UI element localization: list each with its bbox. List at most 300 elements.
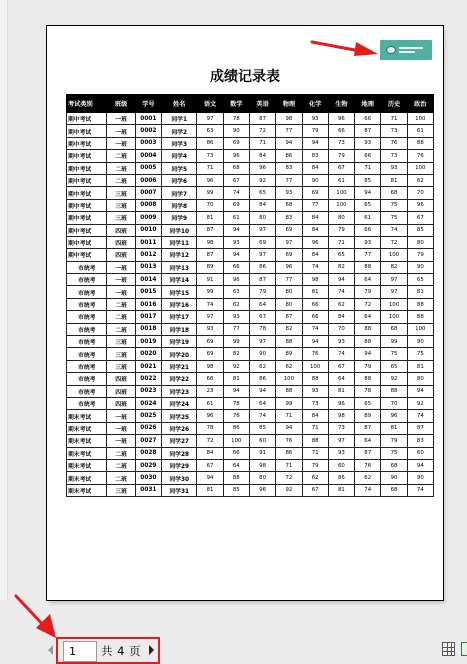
- table-cell: 74: [328, 348, 354, 360]
- table-cell: 期中考试: [67, 236, 107, 248]
- table-cell: 69: [302, 187, 328, 199]
- table-header-row: [67, 95, 434, 113]
- table-cell: 72: [197, 435, 223, 447]
- table-cell: 93: [223, 311, 249, 323]
- total-pages-label: 共 4 页: [101, 644, 142, 658]
- arrow-annotation-top: [308, 34, 380, 56]
- table-cell: 期末考试: [67, 459, 107, 471]
- table-cell: 同学21: [162, 360, 197, 372]
- table-cell: 76: [407, 150, 433, 162]
- table-cell: 73: [197, 150, 223, 162]
- table-cell: 79: [407, 249, 433, 261]
- table-cell: 85: [355, 174, 381, 186]
- table-row: [67, 298, 434, 310]
- table-cell: 市统考: [67, 274, 107, 286]
- table-cell: 62: [355, 472, 381, 484]
- table-cell: 91: [249, 447, 275, 459]
- table-cell: 96: [223, 150, 249, 162]
- table-row: [67, 422, 434, 434]
- table-cell: 82: [223, 348, 249, 360]
- table-cell: 二班: [107, 298, 135, 310]
- table-cell: 同学9: [162, 212, 197, 224]
- table-cell: 一班: [107, 410, 135, 422]
- table-cell: 期中考试: [67, 212, 107, 224]
- column-header: 姓名: [162, 95, 197, 113]
- table-cell: 市统考: [67, 286, 107, 298]
- table-cell: 94: [328, 274, 354, 286]
- table-cell: 92: [407, 397, 433, 409]
- table-cell: 四班: [107, 373, 135, 385]
- table-cell: 期中考试: [67, 224, 107, 236]
- table-cell: 0013: [135, 261, 161, 273]
- table-cell: 一班: [107, 137, 135, 149]
- table-cell: 87: [249, 274, 275, 286]
- table-cell: 62: [276, 360, 302, 372]
- table-cell: 96: [407, 199, 433, 211]
- table-cell: 88: [355, 261, 381, 273]
- table-cell: 64: [223, 459, 249, 471]
- table-cell: 100: [223, 435, 249, 447]
- table-cell: 期末考试: [67, 422, 107, 434]
- table-cell: 96: [197, 174, 223, 186]
- table-cell: 79: [355, 286, 381, 298]
- table-cell: 60: [407, 447, 433, 459]
- table-cell: 84: [328, 311, 354, 323]
- table-cell: 71: [276, 410, 302, 422]
- table-row: [67, 274, 434, 286]
- table-row: [67, 162, 434, 174]
- table-cell: 97: [381, 286, 407, 298]
- table-cell: 89: [276, 348, 302, 360]
- table-cell: 80: [407, 236, 433, 248]
- table-cell: 80: [328, 212, 354, 224]
- table-cell: 75: [407, 348, 433, 360]
- table-cell: 同学12: [162, 249, 197, 261]
- table-cell: 期中考试: [67, 162, 107, 174]
- table-cell: 90: [407, 472, 433, 484]
- table-cell: 二班: [107, 472, 135, 484]
- table-cell: 四班: [107, 236, 135, 248]
- table-cell: 94: [223, 385, 249, 397]
- table-cell: 73: [302, 397, 328, 409]
- table-cell: 66: [355, 224, 381, 236]
- table-row: [67, 212, 434, 224]
- table-cell: 73: [328, 137, 354, 149]
- table-cell: 96: [197, 410, 223, 422]
- table-cell: 76: [223, 410, 249, 422]
- logo-badge: [380, 40, 432, 60]
- column-header: 班级: [107, 95, 135, 113]
- table-cell: 0010: [135, 224, 161, 236]
- table-cell: 市统考: [67, 397, 107, 409]
- table-cell: 88: [276, 385, 302, 397]
- table-cell: 60: [249, 435, 275, 447]
- table-cell: 72: [249, 125, 275, 137]
- logo-icon: [386, 46, 396, 54]
- table-cell: 92: [223, 360, 249, 372]
- table-cell: 期末考试: [67, 447, 107, 459]
- table-cell: 66: [302, 311, 328, 323]
- table-cell: 88: [355, 336, 381, 348]
- table-cell: 74: [355, 484, 381, 496]
- table-cell: 四班: [107, 385, 135, 397]
- table-cell: 90: [407, 261, 433, 273]
- table-cell: 二班: [107, 323, 135, 335]
- table-cell: 76: [302, 348, 328, 360]
- table-row: [67, 435, 434, 447]
- table-cell: 0027: [135, 435, 161, 447]
- table-cell: 97: [381, 274, 407, 286]
- table-cell: 84: [302, 162, 328, 174]
- table-cell: 同学5: [162, 162, 197, 174]
- table-cell: 二班: [107, 174, 135, 186]
- print-preview-page: [47, 26, 443, 600]
- table-cell: 同学4: [162, 150, 197, 162]
- table-cell: 96: [328, 397, 354, 409]
- prev-page-icon[interactable]: [48, 645, 53, 655]
- table-cell: 74: [407, 484, 433, 496]
- table-cell: 74: [328, 286, 354, 298]
- table-cell: 75: [381, 348, 407, 360]
- table-cell: 67: [407, 212, 433, 224]
- table-cell: 100: [407, 113, 433, 125]
- table-cell: 同学31: [162, 484, 197, 496]
- table-cell: 97: [276, 236, 302, 248]
- table-cell: 94: [276, 137, 302, 149]
- table-cell: 期中考试: [67, 125, 107, 137]
- table-cell: 77: [355, 249, 381, 261]
- table-cell: 96: [381, 410, 407, 422]
- page-title: 成绩记录表: [210, 69, 280, 85]
- table-cell: 80: [276, 298, 302, 310]
- table-cell: 84: [302, 410, 328, 422]
- table-cell: 79: [355, 360, 381, 372]
- table-cell: 73: [381, 150, 407, 162]
- table-row: [67, 249, 434, 261]
- column-header: 历史: [381, 95, 407, 113]
- table-cell: 62: [407, 174, 433, 186]
- table-cell: 84: [197, 447, 223, 459]
- table-cell: 84: [249, 199, 275, 211]
- table-cell: 78: [223, 397, 249, 409]
- table-cell: 0006: [135, 174, 161, 186]
- table-cell: 同学14: [162, 274, 197, 286]
- table-cell: 0030: [135, 472, 161, 484]
- table-cell: 94: [355, 348, 381, 360]
- table-cell: 一班: [107, 113, 135, 125]
- table-cell: 87: [355, 125, 381, 137]
- table-cell: 78: [249, 323, 275, 335]
- table-cell: 99: [197, 187, 223, 199]
- table-cell: 同学1: [162, 113, 197, 125]
- table-cell: 0008: [135, 199, 161, 211]
- table-cell: 三班: [107, 212, 135, 224]
- table-cell: 76: [276, 435, 302, 447]
- table-cell: 期中考试: [67, 137, 107, 149]
- table-cell: 88: [381, 385, 407, 397]
- table-cell: 81: [407, 286, 433, 298]
- table-cell: 94: [302, 336, 328, 348]
- table-row: [67, 311, 434, 323]
- table-cell: 0002: [135, 125, 161, 137]
- table-row: [67, 373, 434, 385]
- table-cell: 三班: [107, 484, 135, 496]
- table-cell: 市统考: [67, 373, 107, 385]
- table-cell: 99: [223, 336, 249, 348]
- table-cell: 四班: [107, 397, 135, 409]
- table-cell: 69: [276, 249, 302, 261]
- table-cell: 87: [249, 113, 275, 125]
- table-cell: 77: [276, 274, 302, 286]
- table-cell: 87: [197, 249, 223, 261]
- table-cell: 79: [302, 125, 328, 137]
- table-cell: 77: [302, 199, 328, 211]
- table-cell: 三班: [107, 348, 135, 360]
- grades-table-wrap: [66, 94, 434, 497]
- table-cell: 84: [302, 212, 328, 224]
- table-row: [67, 150, 434, 162]
- table-cell: 96: [328, 113, 354, 125]
- table-cell: 87: [407, 422, 433, 434]
- table-cell: 82: [328, 261, 354, 273]
- table-cell: 72: [355, 298, 381, 310]
- table-cell: 61: [407, 125, 433, 137]
- table-cell: 0029: [135, 459, 161, 471]
- table-cell: 71: [302, 447, 328, 459]
- table-cell: 期中考试: [67, 150, 107, 162]
- table-cell: 二班: [107, 447, 135, 459]
- table-cell: 77: [223, 323, 249, 335]
- table-cell: 97: [249, 249, 275, 261]
- table-cell: 64: [249, 397, 275, 409]
- table-cell: 68: [381, 484, 407, 496]
- table-cell: 66: [223, 447, 249, 459]
- table-cell: 64: [355, 435, 381, 447]
- table-cell: 0020: [135, 348, 161, 360]
- table-cell: 93: [276, 187, 302, 199]
- table-cell: 同学28: [162, 447, 197, 459]
- table-cell: 0016: [135, 298, 161, 310]
- table-cell: 68: [381, 187, 407, 199]
- table-cell: 一班: [107, 435, 135, 447]
- table-cell: 88: [223, 472, 249, 484]
- table-cell: 67: [249, 311, 275, 323]
- table-cell: 70: [381, 397, 407, 409]
- table-cell: 100: [407, 162, 433, 174]
- table-cell: 96: [223, 274, 249, 286]
- table-cell: 74: [223, 187, 249, 199]
- table-row: [67, 236, 434, 248]
- table-cell: 64: [328, 373, 354, 385]
- table-cell: 87: [197, 224, 223, 236]
- column-header: 学号: [135, 95, 161, 113]
- table-cell: 69: [197, 348, 223, 360]
- table-cell: 71: [302, 422, 328, 434]
- table-cell: 68: [381, 323, 407, 335]
- table-cell: 66: [355, 150, 381, 162]
- table-cell: 92: [276, 484, 302, 496]
- table-cell: 0011: [135, 236, 161, 248]
- arrow-annotation-bottom: [12, 592, 58, 640]
- table-cell: 79: [381, 435, 407, 447]
- next-page-icon[interactable]: [149, 645, 154, 655]
- normal-view-icon[interactable]: [442, 642, 455, 656]
- table-cell: 100: [381, 298, 407, 310]
- table-cell: 市统考: [67, 311, 107, 323]
- table-cell: 同学29: [162, 459, 197, 471]
- table-cell: 97: [197, 113, 223, 125]
- table-cell: 93: [355, 236, 381, 248]
- table-cell: 66: [197, 373, 223, 385]
- table-cell: 70: [328, 323, 354, 335]
- table-cell: 74: [407, 410, 433, 422]
- table-cell: 同学6: [162, 174, 197, 186]
- table-cell: 67: [328, 162, 354, 174]
- table-row: [67, 261, 434, 273]
- column-header: 数学: [223, 95, 249, 113]
- table-cell: 89: [197, 261, 223, 273]
- table-cell: 一班: [107, 274, 135, 286]
- table-cell: 0023: [135, 385, 161, 397]
- table-cell: 83: [407, 435, 433, 447]
- table-cell: 98: [302, 274, 328, 286]
- table-row: [67, 459, 434, 471]
- table-cell: 期中考试: [67, 249, 107, 261]
- table-cell: 一班: [107, 286, 135, 298]
- table-cell: 二班: [107, 150, 135, 162]
- table-cell: 79: [328, 150, 354, 162]
- table-cell: 88: [407, 137, 433, 149]
- table-cell: 80: [276, 286, 302, 298]
- table-cell: 94: [407, 385, 433, 397]
- table-cell: 69: [197, 336, 223, 348]
- table-cell: 0019: [135, 336, 161, 348]
- table-cell: 同学10: [162, 224, 197, 236]
- table-cell: 100: [381, 311, 407, 323]
- table-cell: 64: [355, 311, 381, 323]
- table-cell: 90: [302, 174, 328, 186]
- table-cell: 99: [197, 286, 223, 298]
- table-cell: 93: [328, 447, 354, 459]
- table-cell: 期末考试: [67, 484, 107, 496]
- column-header: 物理: [276, 95, 302, 113]
- table-cell: 93: [381, 162, 407, 174]
- table-cell: 88: [302, 435, 328, 447]
- column-header: 政治: [407, 95, 433, 113]
- table-cell: 96: [276, 261, 302, 273]
- table-cell: 0026: [135, 422, 161, 434]
- table-cell: 99: [276, 397, 302, 409]
- table-cell: 23: [197, 385, 223, 397]
- table-cell: 61: [328, 174, 354, 186]
- table-cell: 同学11: [162, 236, 197, 248]
- table-cell: 市统考: [67, 360, 107, 372]
- table-cell: 63: [197, 125, 223, 137]
- table-cell: 89: [355, 410, 381, 422]
- table-row: [67, 348, 434, 360]
- table-cell: 67: [328, 360, 354, 372]
- table-cell: 81: [223, 373, 249, 385]
- table-row: [67, 484, 434, 496]
- table-cell: 81: [197, 484, 223, 496]
- table-cell: 65: [381, 360, 407, 372]
- table-cell: 0009: [135, 212, 161, 224]
- table-cell: 97: [197, 311, 223, 323]
- page-number-input[interactable]: [63, 641, 97, 662]
- table-cell: 81: [328, 385, 354, 397]
- table-cell: 77: [276, 174, 302, 186]
- table-cell: 98: [197, 360, 223, 372]
- table-cell: 81: [407, 360, 433, 372]
- table-cell: 一班: [107, 125, 135, 137]
- table-cell: 81: [302, 286, 328, 298]
- table-cell: 90: [249, 348, 275, 360]
- table-cell: 市统考: [67, 336, 107, 348]
- table-row: [67, 174, 434, 186]
- table-cell: 0025: [135, 410, 161, 422]
- table-cell: 期中考试: [67, 174, 107, 186]
- table-cell: 0031: [135, 484, 161, 496]
- table-row: [67, 199, 434, 211]
- table-cell: 97: [249, 336, 275, 348]
- table-cell: 66: [355, 113, 381, 125]
- column-header: 考试类别: [67, 95, 107, 113]
- table-cell: 64: [355, 274, 381, 286]
- table-cell: 同学24: [162, 397, 197, 409]
- table-cell: 期末考试: [67, 472, 107, 484]
- table-cell: 61: [223, 212, 249, 224]
- table-cell: 87: [355, 447, 381, 459]
- table-cell: 66: [302, 298, 328, 310]
- table-cell: 三班: [107, 187, 135, 199]
- table-cell: 同学7: [162, 187, 197, 199]
- table-cell: 75: [381, 212, 407, 224]
- page-view-icon[interactable]: [461, 642, 467, 656]
- table-row: [67, 385, 434, 397]
- table-cell: 80: [407, 373, 433, 385]
- table-cell: 期中考试: [67, 113, 107, 125]
- table-cell: 三班: [107, 336, 135, 348]
- table-cell: 68: [381, 459, 407, 471]
- table-cell: 92: [381, 373, 407, 385]
- table-cell: 86: [223, 422, 249, 434]
- table-cell: 69: [249, 236, 275, 248]
- table-cell: 93: [302, 113, 328, 125]
- table-cell: 69: [223, 137, 249, 149]
- table-cell: 100: [328, 187, 354, 199]
- table-row: [67, 224, 434, 236]
- table-cell: 74: [249, 410, 275, 422]
- table-cell: 0024: [135, 397, 161, 409]
- table-cell: 同学15: [162, 286, 197, 298]
- table-cell: 同学25: [162, 410, 197, 422]
- table-row: [67, 137, 434, 149]
- table-cell: 93: [223, 236, 249, 248]
- table-cell: 88: [302, 373, 328, 385]
- table-cell: 74: [302, 323, 328, 335]
- table-cell: 88: [407, 311, 433, 323]
- table-cell: 83: [302, 150, 328, 162]
- table-cell: 69: [276, 224, 302, 236]
- table-cell: 62: [223, 298, 249, 310]
- table-cell: 同学8: [162, 199, 197, 211]
- table-row: [67, 360, 434, 372]
- table-cell: 85: [223, 484, 249, 496]
- table-cell: 期中考试: [67, 187, 107, 199]
- table-cell: 88: [355, 323, 381, 335]
- table-cell: 94: [249, 385, 275, 397]
- table-cell: 90: [381, 472, 407, 484]
